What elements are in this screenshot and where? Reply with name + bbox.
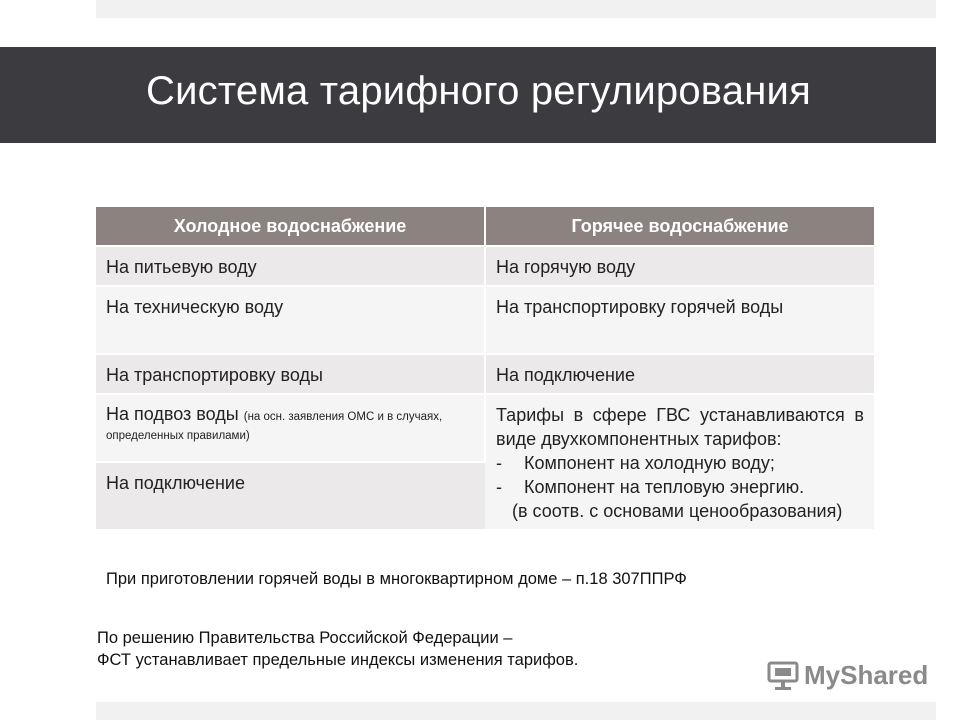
hot-tariff-note: [485, 394, 874, 529]
cold-cell: На питьевую воду: [96, 246, 485, 286]
hot-note-footer: (в соотв. с основами ценообразования): [512, 501, 843, 521]
hot-water-note: При приготовлении горячей воды в многоквартирном доме – п.18 307ППРФ: [106, 570, 687, 588]
cold-cell-text: На подвоз воды: [106, 404, 239, 424]
government-note-line: ФСТ устанавливает предельные индексы изменения тарифов.: [97, 651, 579, 669]
government-note-line: По решению Правительства Российской Федерации –: [97, 629, 513, 647]
slide-title: Система тарифного регулирования: [146, 69, 811, 113]
cold-cell: На подключение: [96, 462, 485, 529]
logo-text: MyShared: [804, 659, 929, 690]
government-note: [97, 627, 578, 671]
hot-note-dash: -: [496, 477, 502, 497]
hot-note-intro: Тарифы в сфере ГВС устанавливаются в виде двухкомпонентных тарифов:: [496, 405, 864, 449]
cold-cell: [96, 394, 485, 462]
presentation-board-icon: [766, 658, 800, 692]
hot-note-dash: -: [496, 453, 502, 473]
hot-cell: На горячую воду: [485, 246, 874, 286]
top-strip: [96, 0, 936, 18]
table-row: [96, 286, 874, 354]
header-cold-water: Холодное водоснабжение: [96, 207, 485, 246]
table-row: [96, 246, 874, 286]
hot-cell-text: На транспортировку горячей воды: [496, 297, 784, 317]
hot-note-item: [496, 475, 864, 499]
hot-note-item: [496, 451, 864, 475]
cold-cell: На техническую воду: [96, 286, 485, 354]
myshared-logo: [766, 656, 928, 694]
hot-note-item-text: Компонент на холодную воду;: [524, 453, 775, 473]
hot-cell: [485, 286, 874, 354]
title-bar: [0, 47, 936, 143]
cold-cell-note: (на осн. заявления ОМС и в случаях, определенных правилами): [106, 411, 443, 442]
header-hot-water: Горячее водоснабжение: [485, 207, 874, 246]
tariff-table: [96, 207, 874, 529]
hot-note-item-text: Компонент на тепловую энергию.: [524, 477, 805, 497]
hot-cell: На подключение: [485, 354, 874, 394]
cold-cell: На транспортировку воды: [96, 354, 485, 394]
table-row: [96, 354, 874, 394]
table-row: [96, 394, 874, 462]
bottom-strip: [96, 702, 936, 720]
table-header-row: [96, 207, 874, 246]
